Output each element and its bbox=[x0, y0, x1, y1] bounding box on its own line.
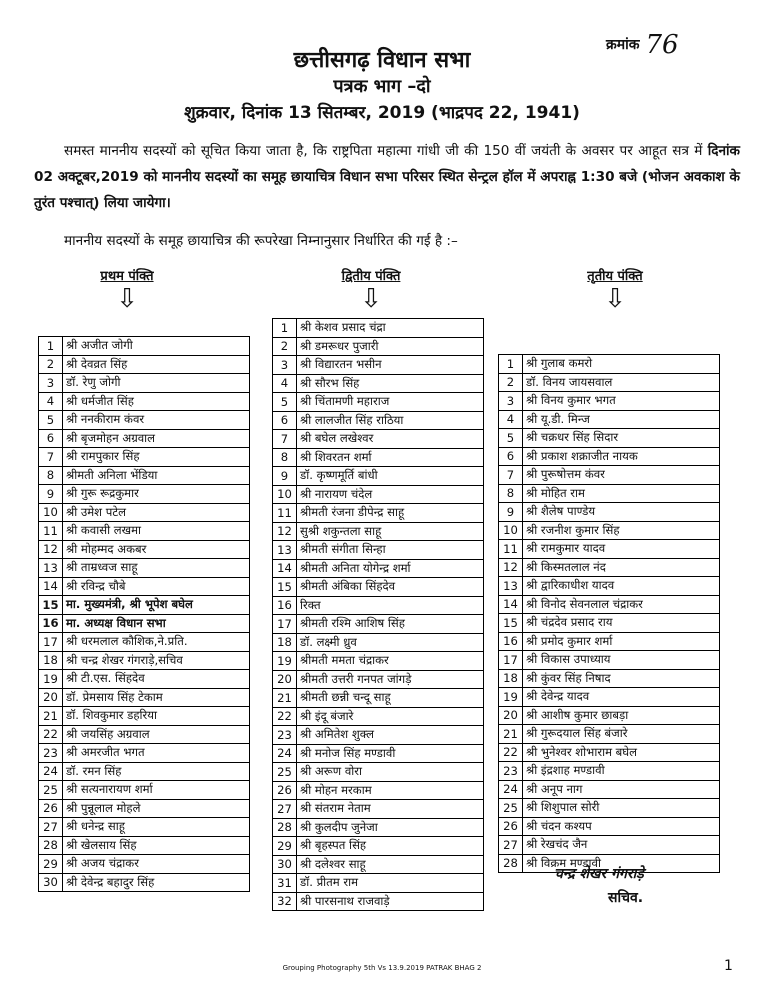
member-name: मा. अध्यक्ष विधान सभा bbox=[63, 614, 250, 633]
member-name: श्री देवव्रत सिंह bbox=[63, 355, 250, 374]
row-number: 20 bbox=[39, 688, 63, 707]
row-number: 27 bbox=[499, 836, 523, 855]
row-number: 6 bbox=[39, 429, 63, 448]
table-row bbox=[499, 540, 720, 559]
table-row bbox=[499, 410, 720, 429]
member-name: श्रीमती छन्नी चन्दू साहू bbox=[297, 689, 484, 708]
member-name: श्री विक्रम मण्डावी bbox=[523, 854, 720, 873]
row-number: 16 bbox=[39, 614, 63, 633]
member-name: श्री आशीष कुमार छाबड़ा bbox=[523, 706, 720, 725]
third-row-table bbox=[498, 354, 720, 873]
row-number: 5 bbox=[273, 393, 297, 412]
table-row bbox=[499, 521, 720, 540]
member-name: श्री पुन्नूलाल मोहले bbox=[63, 799, 250, 818]
member-name: श्री चक्रधर सिंह सिदार bbox=[523, 429, 720, 448]
table-row bbox=[39, 596, 250, 615]
table-row bbox=[273, 393, 484, 412]
row-number: 24 bbox=[499, 780, 523, 799]
table-row bbox=[39, 670, 250, 689]
row-number: 3 bbox=[39, 374, 63, 393]
row-number: 25 bbox=[273, 763, 297, 782]
member-name: श्री इंदू बंजारे bbox=[297, 707, 484, 726]
table-row bbox=[273, 800, 484, 819]
table-row bbox=[39, 762, 250, 781]
table-row bbox=[273, 319, 484, 338]
row-number: 10 bbox=[39, 503, 63, 522]
table-row bbox=[39, 799, 250, 818]
table-row bbox=[499, 558, 720, 577]
table-row bbox=[273, 337, 484, 356]
member-name: श्री जयसिंह अग्रवाल bbox=[63, 725, 250, 744]
table-row bbox=[273, 837, 484, 856]
table-row bbox=[499, 503, 720, 522]
row-number: 24 bbox=[39, 762, 63, 781]
table-row bbox=[39, 448, 250, 467]
notice-highlight: दिनांक 02 अक्टूबर,2019 को माननीय सदस्यों का समूह छायाचित्र विधान सभा परिसर स्थित सेन्ट्रल हॉल में अपराह्न 1:30 बजे (भोजन अवकाश के तुरंत पश्चात्) लिया जायेगा। bbox=[34, 143, 740, 211]
row-number: 18 bbox=[273, 633, 297, 652]
table-row bbox=[499, 447, 720, 466]
row-number: 15 bbox=[273, 578, 297, 597]
bulletin-part: पत्रक भाग –दो bbox=[333, 76, 431, 97]
signatory-designation: सचिव. bbox=[608, 890, 644, 906]
row-number: 14 bbox=[273, 559, 297, 578]
row-number: 3 bbox=[273, 356, 297, 375]
member-name: श्री रविन्द्र चौबे bbox=[63, 577, 250, 596]
row-number: 2 bbox=[499, 373, 523, 392]
member-name: श्री प्रमोद कुमार शर्मा bbox=[523, 632, 720, 651]
table-row bbox=[499, 484, 720, 503]
table-row bbox=[499, 392, 720, 411]
table-row bbox=[499, 651, 720, 670]
row-number: 17 bbox=[273, 615, 297, 634]
row-number: 18 bbox=[499, 669, 523, 688]
notice-text: समस्त माननीय सदस्यों को सूचित किया जाता है, कि राष्ट्रपिता महात्मा गांधी जी की 150 वीं जयंती के अवसर पर आहूत सत्र में bbox=[64, 143, 708, 159]
row-number: 19 bbox=[273, 652, 297, 671]
member-name: डॉ. शिवकुमार डहरिया bbox=[63, 707, 250, 726]
table-row bbox=[273, 781, 484, 800]
member-name: श्री कुंवर सिंह निषाद bbox=[523, 669, 720, 688]
row-number: 6 bbox=[499, 447, 523, 466]
down-arrow-icon: ⇩ bbox=[116, 284, 138, 314]
table-row bbox=[273, 356, 484, 375]
table-row bbox=[39, 374, 250, 393]
row-number: 20 bbox=[273, 670, 297, 689]
member-name: श्री चिंतामणी महाराज bbox=[297, 393, 484, 412]
row-number: 31 bbox=[273, 874, 297, 893]
table-row bbox=[39, 503, 250, 522]
member-name: श्री चंदन कश्यप bbox=[523, 817, 720, 836]
table-row bbox=[39, 522, 250, 541]
member-name: श्री ताम्रध्वज साहू bbox=[63, 559, 250, 578]
table-row bbox=[273, 541, 484, 560]
table-row bbox=[499, 799, 720, 818]
row-number: 1 bbox=[39, 337, 63, 356]
member-name: श्री विकास उपाध्याय bbox=[523, 651, 720, 670]
table-row bbox=[39, 559, 250, 578]
table-row bbox=[39, 781, 250, 800]
column-heading-first: प्रथम पंक्ति bbox=[100, 269, 154, 284]
table-row bbox=[39, 633, 250, 652]
member-name: श्री उमेश पटेल bbox=[63, 503, 250, 522]
first-row-table bbox=[38, 336, 250, 892]
member-name: श्री लालजीत सिंह राठिया bbox=[297, 411, 484, 430]
serial-label: क्रमांक bbox=[606, 37, 640, 53]
member-name: डॉ. प्रीतम राम bbox=[297, 874, 484, 893]
row-number: 24 bbox=[273, 744, 297, 763]
row-number: 4 bbox=[273, 374, 297, 393]
column-heading-third: तृतीय पंक्ति bbox=[587, 269, 643, 284]
member-name: श्रीमती रंजना डीपेन्द्र साहू bbox=[297, 504, 484, 523]
row-number: 21 bbox=[273, 689, 297, 708]
row-number: 2 bbox=[39, 355, 63, 374]
row-number: 17 bbox=[39, 633, 63, 652]
row-number: 25 bbox=[39, 781, 63, 800]
member-name: श्री रेखचंद जैन bbox=[523, 836, 720, 855]
table-row bbox=[39, 688, 250, 707]
member-name: डॉ. प्रेमसाय सिंह टेकाम bbox=[63, 688, 250, 707]
member-name: श्री शैलेष पाण्डेय bbox=[523, 503, 720, 522]
member-name: श्री नारायण चंदेल bbox=[297, 485, 484, 504]
member-name: श्री रजनीश कुमार सिंह bbox=[523, 521, 720, 540]
member-name: श्रीमती उत्तरी गनपत जांगड़े bbox=[297, 670, 484, 689]
member-name: श्री रामपुकार सिंह bbox=[63, 448, 250, 467]
row-number: 1 bbox=[499, 355, 523, 374]
member-name: श्री मनोज सिंह मण्डावी bbox=[297, 744, 484, 763]
table-row bbox=[499, 762, 720, 781]
table-row bbox=[273, 504, 484, 523]
member-name: श्री मोहन मरकाम bbox=[297, 781, 484, 800]
row-number: 19 bbox=[499, 688, 523, 707]
member-name: श्री ननकीराम कंवर bbox=[63, 411, 250, 430]
row-number: 11 bbox=[499, 540, 523, 559]
signatory-name: चन्द्र शेखर गंगराड़े bbox=[554, 866, 644, 882]
row-number: 15 bbox=[39, 596, 63, 615]
table-row bbox=[39, 540, 250, 559]
table-row bbox=[39, 651, 250, 670]
member-name: श्री गुरूदयाल सिंह बंजारे bbox=[523, 725, 720, 744]
member-name: श्री अजय चंद्राकर bbox=[63, 855, 250, 874]
member-name: डॉ. रमन सिंह bbox=[63, 762, 250, 781]
table-row bbox=[273, 411, 484, 430]
member-name: श्री धरमलाल कौशिक,ने.प्रति. bbox=[63, 633, 250, 652]
row-number: 26 bbox=[499, 817, 523, 836]
member-name: श्रीमती रश्मि आशिष सिंह bbox=[297, 615, 484, 634]
table-row bbox=[273, 652, 484, 671]
row-number: 21 bbox=[499, 725, 523, 744]
table-row bbox=[39, 577, 250, 596]
member-name: श्री रामकुमार यादव bbox=[523, 540, 720, 559]
member-name: श्री मोहित राम bbox=[523, 484, 720, 503]
row-number: 13 bbox=[273, 541, 297, 560]
table-row bbox=[39, 429, 250, 448]
table-row bbox=[273, 522, 484, 541]
assembly-title: छत्तीसगढ़ विधान सभा bbox=[293, 48, 471, 73]
table-row bbox=[273, 485, 484, 504]
row-number: 25 bbox=[499, 799, 523, 818]
row-number: 29 bbox=[273, 837, 297, 856]
table-row bbox=[273, 726, 484, 745]
table-row bbox=[273, 744, 484, 763]
table-row bbox=[39, 818, 250, 837]
member-name: श्रीमती अनिला भेंडिया bbox=[63, 466, 250, 485]
table-row bbox=[499, 466, 720, 485]
member-name: श्री पुरूषोत्तम कंवर bbox=[523, 466, 720, 485]
row-number: 8 bbox=[499, 484, 523, 503]
row-number: 23 bbox=[39, 744, 63, 763]
table-row bbox=[39, 836, 250, 855]
row-number: 12 bbox=[273, 522, 297, 541]
member-name: श्री धर्मजीत सिंह bbox=[63, 392, 250, 411]
table-row bbox=[273, 559, 484, 578]
member-name: श्री मोहम्मद अकबर bbox=[63, 540, 250, 559]
page-number: 1 bbox=[724, 958, 733, 974]
member-name: श्री केशव प्रसाद चंद्रा bbox=[297, 319, 484, 338]
second-row-table bbox=[272, 318, 484, 911]
table-row bbox=[39, 392, 250, 411]
row-number: 12 bbox=[39, 540, 63, 559]
table-row bbox=[499, 632, 720, 651]
member-name: श्री दलेश्वर साहू bbox=[297, 855, 484, 874]
table-row bbox=[499, 595, 720, 614]
table-row bbox=[273, 874, 484, 893]
member-name: श्रीमती अनिता योगेन्द्र शर्मा bbox=[297, 559, 484, 578]
table-row bbox=[273, 430, 484, 449]
member-name: श्री टी.एस. सिंहदेव bbox=[63, 670, 250, 689]
down-arrow-icon: ⇩ bbox=[604, 284, 626, 314]
member-name: श्री किस्मतलाल नंद bbox=[523, 558, 720, 577]
row-number: 3 bbox=[499, 392, 523, 411]
notice-paragraph bbox=[34, 138, 740, 216]
row-number: 21 bbox=[39, 707, 63, 726]
table-row bbox=[273, 892, 484, 911]
member-name: श्री संतराम नेताम bbox=[297, 800, 484, 819]
member-name: श्री शिवरतन शर्मा bbox=[297, 448, 484, 467]
table-row bbox=[273, 670, 484, 689]
member-name: श्री देवेन्द्र यादव bbox=[523, 688, 720, 707]
table-row bbox=[39, 707, 250, 726]
member-name: श्री प्रकाश शक्राजीत नायक bbox=[523, 447, 720, 466]
member-name: श्रीमती ममता चंद्राकर bbox=[297, 652, 484, 671]
member-name: श्री भुनेश्वर शोभाराम बघेल bbox=[523, 743, 720, 762]
table-row bbox=[499, 669, 720, 688]
table-row bbox=[273, 596, 484, 615]
date-line: शुक्रवार, दिनांक 13 सितम्बर, 2019 (भाद्रपद 22, 1941) bbox=[184, 103, 580, 123]
member-name: श्री कवासी लखमा bbox=[63, 522, 250, 541]
member-name: श्री अरूण वोरा bbox=[297, 763, 484, 782]
row-number: 1 bbox=[273, 319, 297, 338]
member-name: श्री देवेन्द्र बहादुर सिंह bbox=[63, 873, 250, 892]
row-number: 28 bbox=[39, 836, 63, 855]
table-row bbox=[273, 615, 484, 634]
table-row bbox=[499, 817, 720, 836]
member-name: डॉ. कृष्णमूर्ति बांधी bbox=[297, 467, 484, 486]
member-name: श्री खेलसाय सिंह bbox=[63, 836, 250, 855]
member-name: मा. मुख्यमंत्री, श्री भूपेश बघेल bbox=[63, 596, 250, 615]
row-number: 18 bbox=[39, 651, 63, 670]
table-row bbox=[273, 763, 484, 782]
member-name: डॉ. रेणु जोगी bbox=[63, 374, 250, 393]
table-row bbox=[39, 411, 250, 430]
row-number: 4 bbox=[499, 410, 523, 429]
table-row bbox=[273, 633, 484, 652]
table-row bbox=[273, 467, 484, 486]
table-row bbox=[39, 855, 250, 874]
row-number: 20 bbox=[499, 706, 523, 725]
serial-value: 76 bbox=[645, 30, 679, 60]
row-number: 8 bbox=[39, 466, 63, 485]
row-number: 12 bbox=[499, 558, 523, 577]
table-row bbox=[39, 466, 250, 485]
row-number: 10 bbox=[273, 485, 297, 504]
member-name: श्री सौरभ सिंह bbox=[297, 374, 484, 393]
row-number: 26 bbox=[273, 781, 297, 800]
row-number: 16 bbox=[499, 632, 523, 651]
member-name: श्री द्वारिकाधीश यादव bbox=[523, 577, 720, 596]
member-name: श्री विद्यारतन भसीन bbox=[297, 356, 484, 375]
row-number: 27 bbox=[273, 800, 297, 819]
table-row bbox=[39, 614, 250, 633]
row-number: 11 bbox=[273, 504, 297, 523]
member-name: श्री गुलाब कमरो bbox=[523, 355, 720, 374]
table-row bbox=[499, 780, 720, 799]
row-number: 22 bbox=[273, 707, 297, 726]
row-number: 22 bbox=[499, 743, 523, 762]
table-row bbox=[39, 337, 250, 356]
member-name: श्री बघेल लखेश्वर bbox=[297, 430, 484, 449]
row-number: 13 bbox=[39, 559, 63, 578]
member-name: श्री अनूप नाग bbox=[523, 780, 720, 799]
row-number: 11 bbox=[39, 522, 63, 541]
row-number: 9 bbox=[499, 503, 523, 522]
member-name: श्री अमितेश शुक्ल bbox=[297, 726, 484, 745]
member-name: रिक्त bbox=[297, 596, 484, 615]
table-row bbox=[39, 485, 250, 504]
member-name: श्री इंद्रशाह मण्डावी bbox=[523, 762, 720, 781]
member-name: सुश्री शकुन्तला साहू bbox=[297, 522, 484, 541]
row-number: 10 bbox=[499, 521, 523, 540]
row-number: 6 bbox=[273, 411, 297, 430]
row-number: 28 bbox=[273, 818, 297, 837]
member-name: श्री विनय कुमार भगत bbox=[523, 392, 720, 411]
row-number: 13 bbox=[499, 577, 523, 596]
member-name: श्रीमती संगीता सिन्हा bbox=[297, 541, 484, 560]
row-number: 22 bbox=[39, 725, 63, 744]
table-row bbox=[499, 688, 720, 707]
member-name: श्री बृजमोहन अग्रवाल bbox=[63, 429, 250, 448]
row-number: 14 bbox=[39, 577, 63, 596]
row-number: 5 bbox=[499, 429, 523, 448]
column-heading-second: द्वितीय पंक्ति bbox=[341, 269, 401, 284]
member-name: श्री चन्द्र शेखर गंगराड़े,सचिव bbox=[63, 651, 250, 670]
table-row bbox=[499, 614, 720, 633]
row-number: 5 bbox=[39, 411, 63, 430]
table-row bbox=[499, 429, 720, 448]
table-row bbox=[499, 743, 720, 762]
row-number: 19 bbox=[39, 670, 63, 689]
row-number: 23 bbox=[499, 762, 523, 781]
table-row bbox=[273, 689, 484, 708]
member-name: श्री पारसनाथ राजवाड़े bbox=[297, 892, 484, 911]
member-name: श्री बृहस्पत सिंह bbox=[297, 837, 484, 856]
row-number: 30 bbox=[273, 855, 297, 874]
table-row bbox=[273, 578, 484, 597]
row-number: 27 bbox=[39, 818, 63, 837]
row-number: 26 bbox=[39, 799, 63, 818]
table-row bbox=[273, 448, 484, 467]
table-row bbox=[273, 374, 484, 393]
member-name: श्री विनोद सेवनलाल चंद्राकर bbox=[523, 595, 720, 614]
row-number: 16 bbox=[273, 596, 297, 615]
member-name: श्री कुलदीप जुनेजा bbox=[297, 818, 484, 837]
row-number: 9 bbox=[273, 467, 297, 486]
table-row bbox=[499, 373, 720, 392]
member-name: डॉ. लक्ष्मी ध्रुव bbox=[297, 633, 484, 652]
member-name: श्री सत्यनारायण शर्मा bbox=[63, 781, 250, 800]
row-number: 30 bbox=[39, 873, 63, 892]
row-number: 2 bbox=[273, 337, 297, 356]
table-row bbox=[39, 725, 250, 744]
table-row bbox=[273, 818, 484, 837]
row-number: 9 bbox=[39, 485, 63, 504]
row-number: 4 bbox=[39, 392, 63, 411]
row-number: 7 bbox=[39, 448, 63, 467]
table-row bbox=[39, 873, 250, 892]
member-name: श्री डमरूधर पुजारी bbox=[297, 337, 484, 356]
outline-line: माननीय सदस्यों के समूह छायाचित्र की रूपरेखा निम्नानुसार निर्धारित की गई है :– bbox=[64, 233, 458, 249]
member-name: श्री अमरजीत भगत bbox=[63, 744, 250, 763]
table-row bbox=[39, 355, 250, 374]
member-name: डॉ. विनय जायसवाल bbox=[523, 373, 720, 392]
member-name: श्री शिशुपाल सोरी bbox=[523, 799, 720, 818]
table-row bbox=[499, 706, 720, 725]
member-name: श्री धनेन्द्र साहू bbox=[63, 818, 250, 837]
member-name: श्री अजीत जोगी bbox=[63, 337, 250, 356]
table-row bbox=[273, 707, 484, 726]
row-number: 8 bbox=[273, 448, 297, 467]
footer-filename: Grouping Photography 5th Vs 13.9.2019 PATRAK BHAG 2 bbox=[282, 964, 482, 972]
row-number: 32 bbox=[273, 892, 297, 911]
table-row bbox=[499, 725, 720, 744]
member-name: श्रीमती अंबिका सिंहदेव bbox=[297, 578, 484, 597]
row-number: 23 bbox=[273, 726, 297, 745]
table-row bbox=[39, 744, 250, 763]
row-number: 28 bbox=[499, 854, 523, 873]
row-number: 15 bbox=[499, 614, 523, 633]
row-number: 14 bbox=[499, 595, 523, 614]
member-name: श्री चंद्रदेव प्रसाद राय bbox=[523, 614, 720, 633]
table-row bbox=[499, 355, 720, 374]
member-name: श्री यू.डी. मिन्ज bbox=[523, 410, 720, 429]
row-number: 7 bbox=[273, 430, 297, 449]
table-row bbox=[499, 836, 720, 855]
row-number: 7 bbox=[499, 466, 523, 485]
row-number: 29 bbox=[39, 855, 63, 874]
down-arrow-icon: ⇩ bbox=[360, 284, 382, 314]
table-row bbox=[273, 855, 484, 874]
member-name: श्री गुरू रूद्रकुमार bbox=[63, 485, 250, 504]
row-number: 17 bbox=[499, 651, 523, 670]
table-row bbox=[499, 577, 720, 596]
